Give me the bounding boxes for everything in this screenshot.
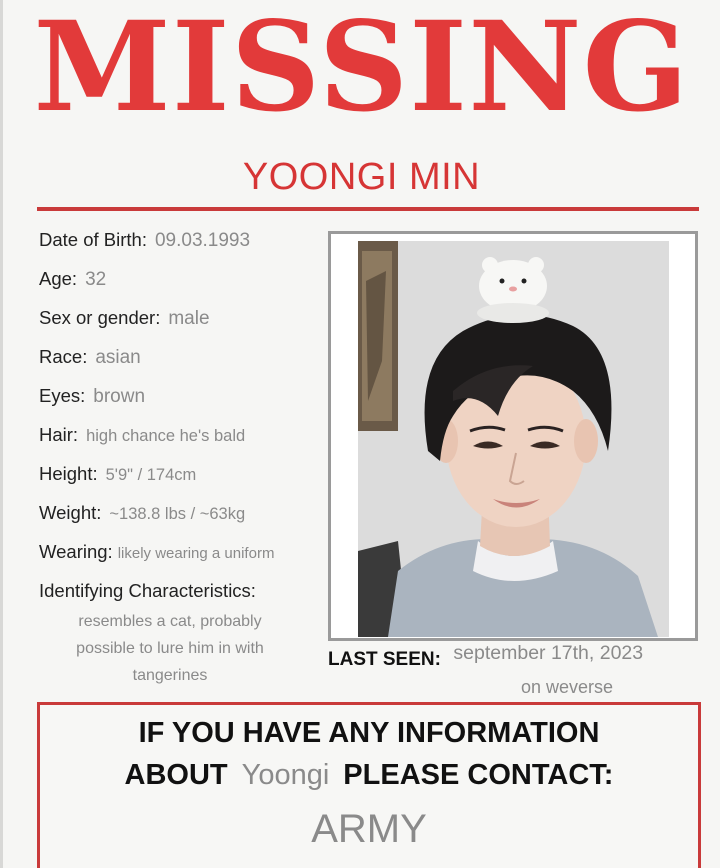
- portrait-illustration: [358, 241, 669, 637]
- photo-frame: [328, 231, 698, 641]
- detail-row-weight: [39, 502, 339, 541]
- identifying-line: tangerines: [132, 667, 208, 684]
- detail-label: Age:: [39, 268, 78, 289]
- last-seen-place: on weverse: [521, 677, 614, 697]
- detail-label: Weight:: [39, 502, 102, 523]
- info-person: Yoongi: [241, 759, 330, 791]
- detail-label: Race:: [39, 346, 88, 367]
- detail-label: Eyes:: [39, 385, 86, 406]
- detail-row-age: [39, 268, 339, 307]
- detail-value: high chance he's bald: [86, 427, 246, 445]
- detail-row-hair: [39, 424, 339, 463]
- info-about-line: [40, 759, 698, 792]
- info-about: ABOUT: [124, 759, 228, 791]
- detail-row-gender: [39, 307, 339, 346]
- detail-value: asian: [95, 347, 141, 368]
- details-list: [39, 229, 339, 689]
- detail-row-wearing: [39, 541, 339, 580]
- detail-value: likely wearing a uniform: [117, 545, 275, 562]
- detail-row-height: [39, 463, 339, 502]
- detail-label: Date of Birth:: [39, 229, 147, 250]
- last-seen-date: september 17th, 2023: [453, 642, 644, 664]
- info-please-contact: PLEASE CONTACT:: [343, 759, 614, 791]
- info-heading: IF YOU HAVE ANY INFORMATION: [138, 717, 600, 749]
- detail-row-dob: [39, 229, 339, 268]
- detail-value: 09.03.1993: [154, 230, 251, 251]
- last-seen-label: LAST SEEN:: [328, 649, 441, 670]
- detail-value: ~138.8 lbs / ~63kg: [109, 505, 246, 523]
- detail-value: male: [168, 308, 210, 329]
- missing-person-name: YOONGI MIN: [242, 156, 481, 198]
- detail-row-eyes: [39, 385, 339, 424]
- detail-label: Hair:: [39, 424, 79, 445]
- detail-value: 32: [85, 269, 107, 290]
- contact-name: ARMY: [311, 807, 427, 851]
- detail-value: brown: [93, 386, 146, 407]
- detail-label: Sex or gender:: [39, 307, 161, 328]
- identifying-line: possible to lure him in with: [76, 640, 264, 657]
- detail-row-race: [39, 346, 339, 385]
- contact-info-box: [37, 702, 701, 868]
- identifying-value: [39, 608, 301, 689]
- poster-title: MISSING: [33, 0, 690, 140]
- detail-value: 5'9" / 174cm: [105, 466, 197, 484]
- detail-label: Wearing:: [39, 541, 113, 562]
- title-divider: [37, 207, 699, 211]
- last-seen: [328, 642, 644, 671]
- identifying-label: Identifying Characteristics:: [39, 580, 256, 601]
- identifying-line: resembles a cat, probably: [78, 613, 262, 630]
- detail-label: Height:: [39, 463, 98, 484]
- missing-person-photo: [358, 241, 669, 637]
